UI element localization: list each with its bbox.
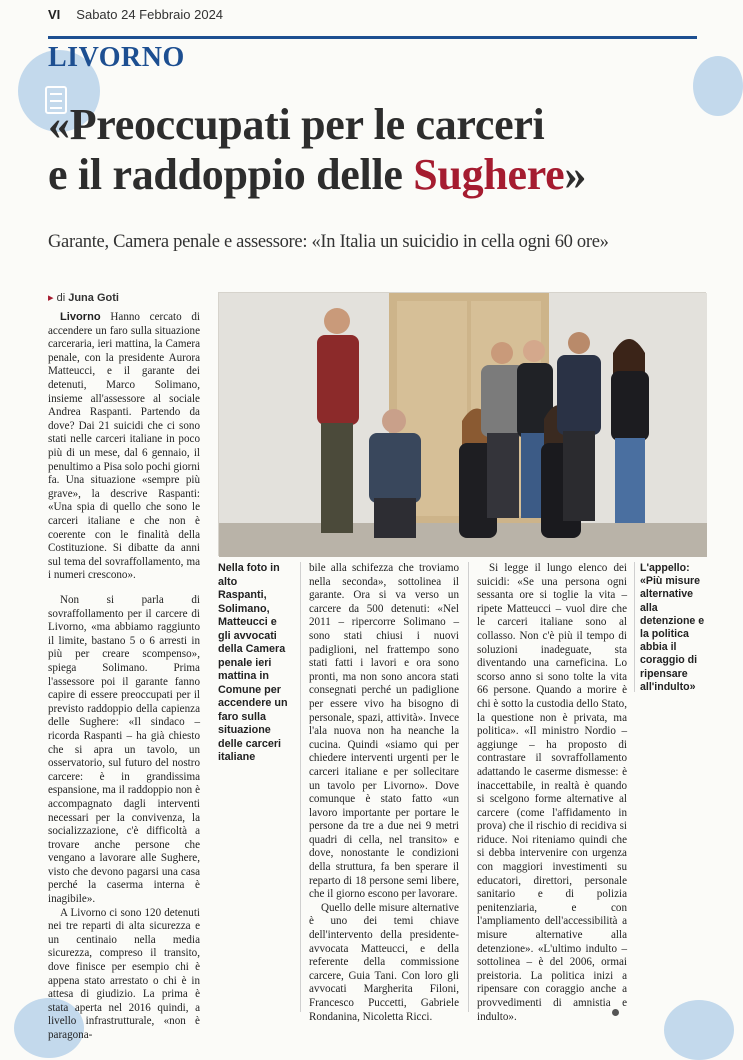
end-of-article-dot (612, 1009, 619, 1016)
subheadline: Garante, Camera penale e assessore: «In Italia un suicidio in cella ogni 60 ore» (48, 232, 609, 252)
byline-prefix: di (56, 292, 66, 304)
byline-author: Juna Goti (68, 292, 119, 304)
article-column-3 (477, 562, 627, 1024)
article-paragraph-6: Si legge il lungo elenco dei suicidi: «Se una persona ogni sessanta ore si toglie la vita – ripete Matteucci – vuol dire che le carceri italiane sono al collasso. Non c'è più il tempo di soluzioni inadeguate, sta diventando una carneficina. Lo scorso anno si sono tolte la vita 66 persone. Quando a morire è chi è sotto la custodia dello Stato, la questione non è privata, ma politica». «Il ministro Nordio – aggiunge – ha proposto di contrastare il sovraffollamento adattando le caserme dismesse: è inaccettabile, in realtà è quando si scelgono forme alternative al carcere (come l'affidamento in prova) che il rischio di recidiva si riduce. Noi riteniamo quindi che si debba intervenire con urgenza con maggiori investimenti su educatori, direttori, personale sanitario e di polizia penitenziaria, e con l'ampliamento dell'accessibilità a misure alternative alla detenzione». «L'ultimo indulto – sottolinea – è del 2006, ormai preistoria. La politica inizi a ripensare con coraggio anche a provvedimenti di amnistia e indulto». (477, 562, 627, 1023)
corner-deco-bottom-right (664, 1000, 734, 1060)
sidebar-label: L'appello: (640, 562, 690, 574)
sidebar-text: «Più misure alternative alla detenzione e la politica abbia il coraggio di ripensare all'indulto» (640, 575, 705, 693)
column-divider-1 (300, 562, 301, 1012)
page-number: VI (48, 7, 61, 22)
article-paragraph-4: bile alla schifezza che troviamo nella seconda», sottolinea il garante. Ora si va verso un carcere da 500 detenuti: «Nel 2011 – ripercorre Solimano – sono stati chiusi i nuovi padiglioni, nel frattempo sono stati fatti i lavori e ora sono pronti, ma non sono ancora stati consegnati perché un padiglione per essere vivo ha bisogno di personale, spazi, attività». Invece l'ala nuova non ha neanche la cucina. Quindi «siamo qui per chiedere interventi urgenti per le carceri italiane e per sollecitare un tavolo per Livorno». Dove comunque è stato fatto «un lavoro importante per portare le persone da tre a due nei 9 metri quadri di cella, nel transito» e dove, nonostante le condizioni della struttura, fa ben sperare il reparto di 18 persone semi libere, che il giorno escono per lavorare. (309, 562, 459, 901)
article-paragraph-3: A Livorno ci sono 120 detenuti nei tre reparti di alta sicurezza e un centinaio nella media sicurezza, compreso il transito, dove finisce per esempio chi è appena stato arrestato o chi è in attesa di giudizio. La prima è stata aperta nel 2016 quindi, a livello infrastrutturale, «non è paragona- (48, 906, 200, 1041)
column-divider-3 (634, 562, 635, 692)
article-paragraph-1: Hanno cercato di accendere un faro sulla situazione carceraria, ieri mattina, la Camera penale, con la presidente Aurora Matteucci, e il garante dei detenuti, Marco Solimano, insieme all'assessore al sociale Andrea Raspanti. Partendo da dove? Dai 21 suicidi che ci sono stati nelle carceri italiane in poco più di un mese, dal 6 gennaio, il penultimo a Pisa solo pochi giorni fa. Una situazione «sempre più grave», la descrive Raspanti: «Una spia di quello che sono le carceri italiane e che non è coerente con le finalità della Costituzione. Si dibatte da anni sul tema del sovraffollamento, ma i numeri crescono». (48, 311, 200, 582)
photo-caption: Nella foto in alto Raspanti, Solimano, Matteucci e gli avvocati della Camera penale ieri mattina in Comune per accendere un faro sulla situazione delle carceri italiane (218, 562, 288, 763)
headline-close: » (564, 150, 587, 199)
article-paragraph-2: Non si parla di sovraffollamento per il carcere di Livorno, «ma abbiamo raggiunto il limite, bastano 5 o 6 arresti in più per creare scompenso», spiega Solimano. Prima l'assessore poi il garante fanno capire di essere preoccupati per il previsto raddoppio della capienza delle Sughere: «Il sindaco – ricorda Raspanti – ha già chiesto che si apra un tavolo, un osservatorio, sul futuro del nostro carcere: è in grandissima espansione, ma il raddoppio non è accompagnato dagli interventi necessari per la convivenza, la socializzazione, c'è difficoltà a trovare anche persone che vengano a lavorare alle Sughere, visto che devono pagarsi una casa perché la caserma interna è inagibile». (48, 594, 200, 906)
page-header (48, 7, 223, 22)
sidebar-quote (640, 562, 708, 694)
headline-accent: Sughere (413, 150, 565, 199)
corner-deco-top-right (693, 56, 743, 116)
headline-line2: e il raddoppio delle (48, 150, 414, 199)
header-rule (48, 36, 697, 39)
group-photo-illustration (219, 293, 707, 557)
article-photo (218, 292, 706, 556)
column-divider-2 (468, 562, 469, 1012)
section-title: LIVORNO (48, 42, 185, 73)
article-paragraph-5: Quello delle misure alternative è uno dei temi chiave dell'intervento della presidente-avvocata Matteucci, e della referente della commissione carcere, Guia Tani. Con loro gli avvocati Margherita Filoni, Francesco Puccetti, Gabriele Rondanina, Nicoletta Ricci. (309, 901, 459, 1023)
byline-arrow-icon: ▸ (48, 292, 54, 304)
page-date: Sabato 24 Febbraio 2024 (76, 7, 224, 22)
article-column-2 (309, 562, 459, 1024)
article-column-1 (48, 311, 200, 583)
article-column-1-continued (48, 594, 200, 1043)
headline-line1: «Preoccupati per le carceri (48, 100, 545, 149)
headline (48, 100, 698, 200)
lead-tag: Livorno (60, 311, 101, 323)
byline (48, 291, 119, 304)
